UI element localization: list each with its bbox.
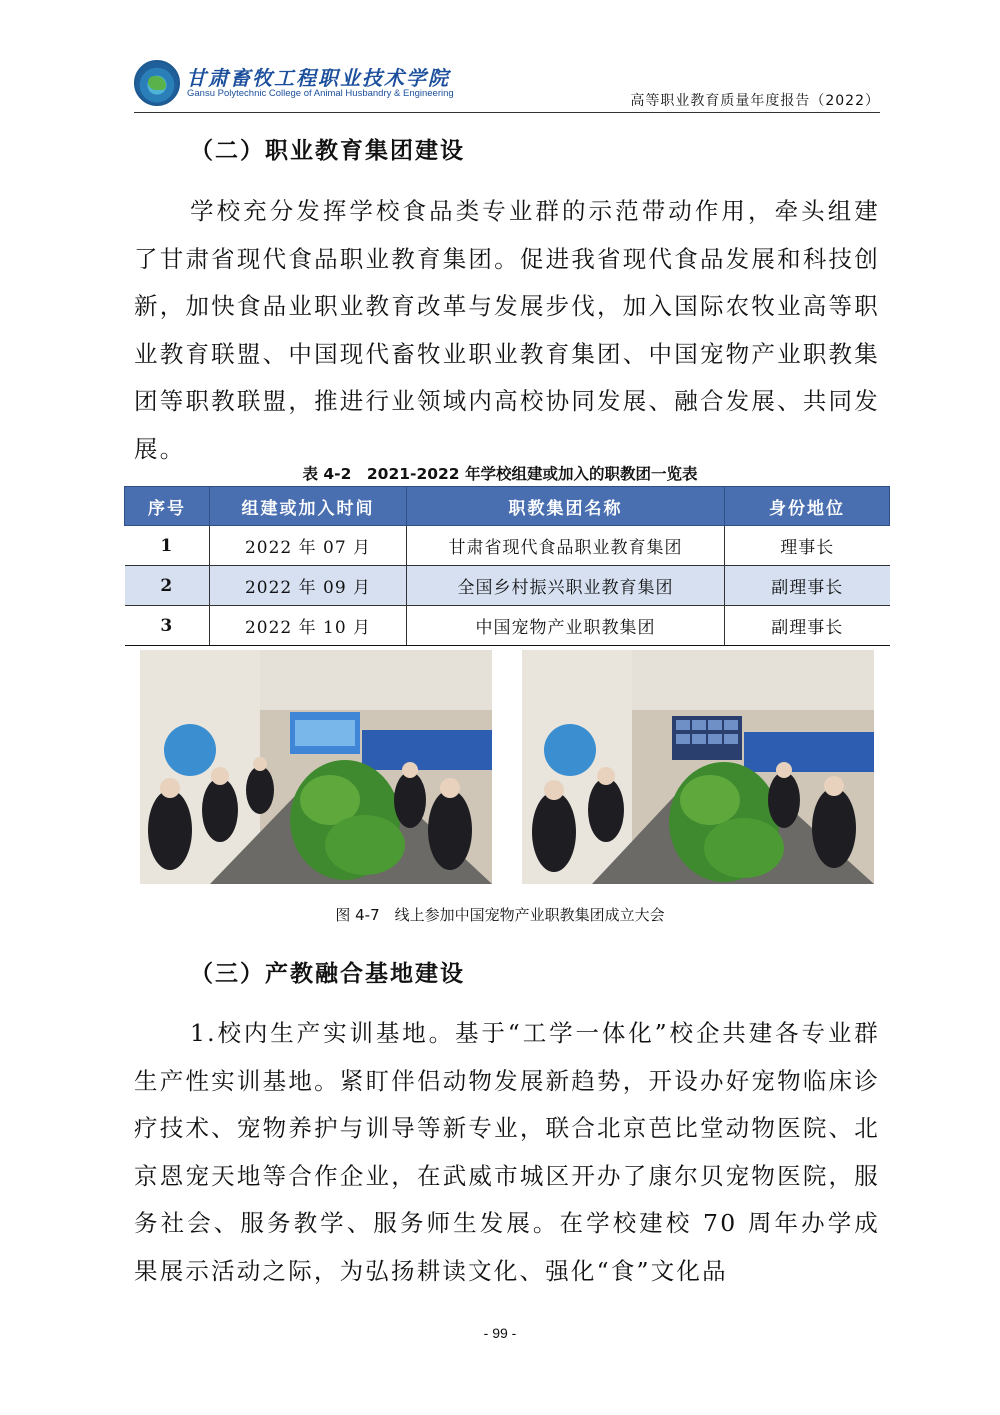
header-index: 序号 <box>125 487 210 526</box>
cell-group-name: 全国乡村振兴职业教育集团 <box>407 566 725 606</box>
cell-date: 2022 年 09 月 <box>210 566 407 606</box>
cell-group-name: 甘肃省现代食品职业教育集团 <box>407 526 725 566</box>
cell-index: 1 <box>125 526 210 566</box>
header-role: 身份地位 <box>725 487 890 526</box>
cell-date: 2022 年 10 月 <box>210 606 407 646</box>
cell-index: 2 <box>125 566 210 606</box>
table-row <box>125 526 890 566</box>
header-divider <box>134 112 880 113</box>
cell-role: 副理事长 <box>725 606 890 646</box>
cell-date: 2022 年 07 月 <box>210 526 407 566</box>
section-paragraph-training-bases: 1.校内生产实训基地。基于“工学一体化”校企共建各专业群生产性实训基地。紧盯伴侣动物发展新趋势，开设办好宠物临床诊疗技术、宠物养护与训导等新专业，联合北京芭比堂动物医院、北京恩宠天地等合作企业，在武威市城区开办了康尔贝宠物医院，服务社会、服务教学、服务师生发展。在学校建校 70 周年办学成果展示活动之际，为弘扬耕读文化、强化“食”文化品 <box>134 1019 880 1285</box>
report-title: 高等职业教育质量年度报告（2022） <box>630 93 880 109</box>
school-logo-icon <box>134 60 180 106</box>
cell-group-name: 中国宠物产业职教集团 <box>407 606 725 646</box>
table-caption: 表 4-2 2021-2022 年学校组建或加入的职教团一览表 <box>302 465 698 483</box>
page-number: - 99 - <box>483 1325 517 1341</box>
header-date: 组建或加入时间 <box>210 487 407 526</box>
meeting-photo-right <box>522 650 874 884</box>
cell-role: 理事长 <box>725 526 890 566</box>
meeting-photo-left <box>140 650 492 884</box>
table-header-row <box>125 487 890 526</box>
section-paragraph-vocational-groups: 学校充分发挥学校食品类专业群的示范带动作用，牵头组建了甘肃省现代食品职业教育集团。促进我省现代食品发展和科技创新，加快食品业职业教育改革与发展步伐，加入国际农牧业高等职业教育联盟、中国现代畜牧业职业教育集团、中国宠物产业职教集团等职教联盟，推进行业领域内高校协同发展、融合发展、共同发展。 <box>134 197 880 463</box>
cell-index: 3 <box>125 606 210 646</box>
table-row <box>125 606 890 646</box>
page-header <box>0 0 1000 115</box>
school-name-cn: 甘肃畜牧工程职业技术学院 <box>186 66 450 90</box>
school-name-en: Gansu Polytechnic College of Animal Husbandry & Engineering <box>187 88 454 99</box>
vocational-groups-table <box>124 486 890 646</box>
table-row <box>125 566 890 606</box>
header-group-name: 职教集团名称 <box>407 487 725 526</box>
section-heading-vocational-groups: （二）职业教育集团建设 <box>190 138 465 164</box>
figure-caption: 图 4-7 线上参加中国宠物产业职教集团成立大会 <box>335 906 665 924</box>
cell-role: 副理事长 <box>725 566 890 606</box>
section-heading-industry-education-bases: （三）产教融合基地建设 <box>190 961 465 987</box>
